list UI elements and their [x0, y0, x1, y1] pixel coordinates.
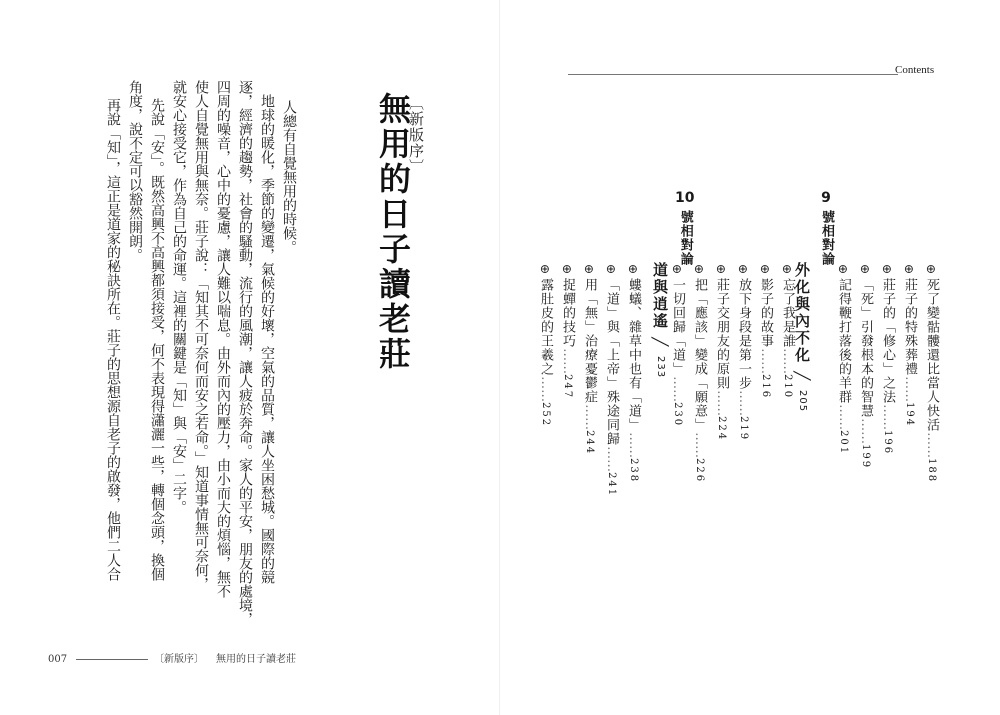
- toc-entry-title: 莊子交朋友的原則: [714, 278, 729, 391]
- toc-entry[interactable]: ⊕影子的故事……216: [758, 264, 773, 400]
- toc-entry[interactable]: ⊕記得鞭打落後的羊群……201: [836, 264, 851, 456]
- preface-paragraph: 再說「知」，這正是道家的秘訣所在。莊子的思想源自老子的啟發，他們二人合: [105, 98, 121, 581]
- page-footer: [48, 650, 296, 665]
- toc-entry[interactable]: ⊕忘了我是誰……210: [780, 264, 795, 400]
- chapter-9-heading: [817, 190, 836, 266]
- toc-entry-page: 194: [904, 402, 915, 428]
- toc-entry-page: 216: [760, 374, 771, 400]
- toc-entry[interactable]: ⊕莊子的特殊葬禮……194: [902, 264, 917, 428]
- bullet-icon: ⊕: [582, 264, 596, 276]
- bullet-icon: ⊕: [714, 264, 728, 276]
- chapter-number: 10: [675, 190, 695, 206]
- toc-entry-title: 記得鞭打落後的羊群: [836, 278, 851, 405]
- toc-entry-page: 244: [584, 430, 595, 456]
- toc-entry[interactable]: ⊕放下身段是第一步……219: [736, 264, 751, 442]
- toc-entry[interactable]: ⊕莊子交朋友的原則……224: [714, 264, 729, 442]
- page-number: 007: [48, 654, 68, 665]
- preface-paragraph: 逐，經濟的趨勢，社會的騷動，流行的風潮，讓人疲於奔命。家人的平安，朋友的處境，: [237, 80, 253, 626]
- bullet-icon: ⊕: [560, 264, 574, 276]
- bullet-icon: ⊕: [604, 264, 618, 276]
- toc-entry[interactable]: ⊕用「無」治療憂鬱症……244: [582, 264, 597, 456]
- chapter-subtitle: 外化與內不化: [793, 262, 811, 364]
- chapter-subtitle: 道與逍遙: [651, 262, 669, 330]
- toc-entry[interactable]: ⊕露肚皮的王羲之……252: [538, 264, 553, 428]
- toc-entry[interactable]: ⊕「道」與「上帝」殊途同歸……241: [604, 264, 619, 498]
- toc-entry-page: 210: [782, 374, 793, 400]
- chapter-heading: 號相對論: [677, 210, 693, 266]
- contents-rule: [568, 74, 898, 75]
- footer-edition: 〔新版序〕: [154, 654, 204, 665]
- preface-paragraph: 先說「安」。既然高興不高興都須接受，何不表現得瀟灑一些，轉個念頭，換個: [149, 98, 165, 581]
- chapter-heading: 號相對論: [819, 210, 834, 266]
- preface-paragraph: 使人自覺無用與無奈。莊子說：「知其不可奈何而安之若命。」知道事情無可奈何，: [193, 80, 209, 591]
- bullet-icon: ⊕: [626, 264, 640, 276]
- right-page: [500, 0, 1000, 715]
- chapter-subtitle-page: 233: [655, 356, 666, 379]
- toc-entry-title: 露肚皮的王羲之: [538, 278, 553, 377]
- preface-paragraph: 人總有自覺無用的時候。: [281, 100, 297, 254]
- toc-entry-title: 用「無」治療憂鬱症: [582, 278, 597, 405]
- running-title: 無用的日子讀老莊: [216, 654, 296, 665]
- contents-label: Contents: [895, 64, 935, 76]
- toc-entry-title: 放下身段是第一步: [736, 278, 751, 391]
- toc-entry-page: 252: [540, 402, 551, 428]
- toc-entry[interactable]: ⊕「死」引發根本的智慧……199: [858, 264, 873, 470]
- toc-entry-title: 把「應該」變成「願意」: [692, 278, 707, 433]
- toc-entry-title: 螻蟻、雜草中也有「道」: [626, 278, 641, 433]
- chapter-9-subtitle: 外化與內不化 ╱205: [793, 262, 811, 413]
- toc-entry-page: 188: [926, 458, 937, 484]
- toc-entry-title: 「道」與「上帝」殊途同歸: [604, 278, 619, 447]
- bullet-icon: ⊕: [736, 264, 750, 276]
- toc-entry-page: 196: [882, 430, 893, 456]
- toc-entry-title: 忘了我是誰: [780, 278, 795, 349]
- toc-entry-title: 一切回歸「道」: [670, 278, 685, 377]
- toc-entry-page: 241: [606, 472, 617, 498]
- bullet-icon: ⊕: [924, 264, 938, 276]
- bullet-icon: ⊕: [692, 264, 706, 276]
- bullet-icon: ⊕: [758, 264, 772, 276]
- preface-title: 無用的日子讀老莊: [374, 92, 412, 372]
- toc-entry-title: 死了變骷髏還比當人快活: [924, 278, 939, 433]
- toc-entry[interactable]: ⊕莊子的「修心」之法……196: [880, 264, 895, 456]
- bullet-icon: ⊕: [836, 264, 850, 276]
- chapter-number: 9: [821, 190, 831, 206]
- toc-entry-page: 247: [562, 374, 573, 400]
- toc-entry-page: 230: [672, 402, 683, 428]
- preface-paragraph: 地球的暖化，季節的變遷，氣候的好壞，空氣的品質，讓人坐困愁城。國際的競: [259, 94, 275, 584]
- toc-entry-title: 莊子的「修心」之法: [880, 278, 895, 405]
- toc-entry-title: 捉蟬的技巧: [560, 278, 575, 349]
- toc-entry-title: 影子的故事: [758, 278, 773, 349]
- bullet-icon: ⊕: [880, 264, 894, 276]
- toc-entry[interactable]: ⊕捉蟬的技巧……247: [560, 264, 575, 400]
- edition-tag: 〔新版序〕: [407, 95, 425, 175]
- toc-entry-page: 219: [738, 416, 749, 442]
- toc-entry-page: 238: [628, 458, 639, 484]
- toc-entry-page: 226: [694, 458, 705, 484]
- toc-entry[interactable]: ⊕把「應該」變成「願意」……226: [692, 264, 707, 484]
- toc-entry-title: 「死」引發根本的智慧: [858, 278, 873, 419]
- bullet-icon: ⊕: [538, 264, 552, 276]
- toc-entry[interactable]: ⊕死了變骷髏還比當人快活……188: [924, 264, 939, 484]
- chapter-10-heading: [675, 190, 695, 266]
- toc-entry[interactable]: ⊕一切回歸「道」……230: [670, 264, 685, 428]
- toc-entry-page: 199: [860, 444, 871, 470]
- toc-entry[interactable]: ⊕螻蟻、雜草中也有「道」……238: [626, 264, 641, 484]
- preface-body: [92, 80, 297, 626]
- chapter-10-subtitle: 道與逍遙 ╱233: [651, 262, 669, 379]
- preface-paragraph: 角度，說不定可以豁然開朗。: [127, 80, 143, 262]
- toc-entry-title: 莊子的特殊葬禮: [902, 278, 917, 377]
- toc-entry-page: 201: [838, 430, 849, 456]
- footer-rule: [76, 659, 148, 660]
- preface-paragraph: 四周的噪音，心中的憂慮，讓人難以喘息。由外而內的壓力，由小而大的煩惱，無不: [215, 80, 231, 598]
- bullet-icon: ⊕: [780, 264, 794, 276]
- bullet-icon: ⊕: [902, 264, 916, 276]
- bullet-icon: ⊕: [670, 264, 684, 276]
- toc-entry-page: 224: [716, 416, 727, 442]
- preface-paragraph: 就安心接受它，作為自己的命運。這裡的關鍵是「知」與「安」二字。: [171, 80, 187, 514]
- chapter-subtitle-page: 205: [797, 390, 808, 413]
- bullet-icon: ⊕: [858, 264, 872, 276]
